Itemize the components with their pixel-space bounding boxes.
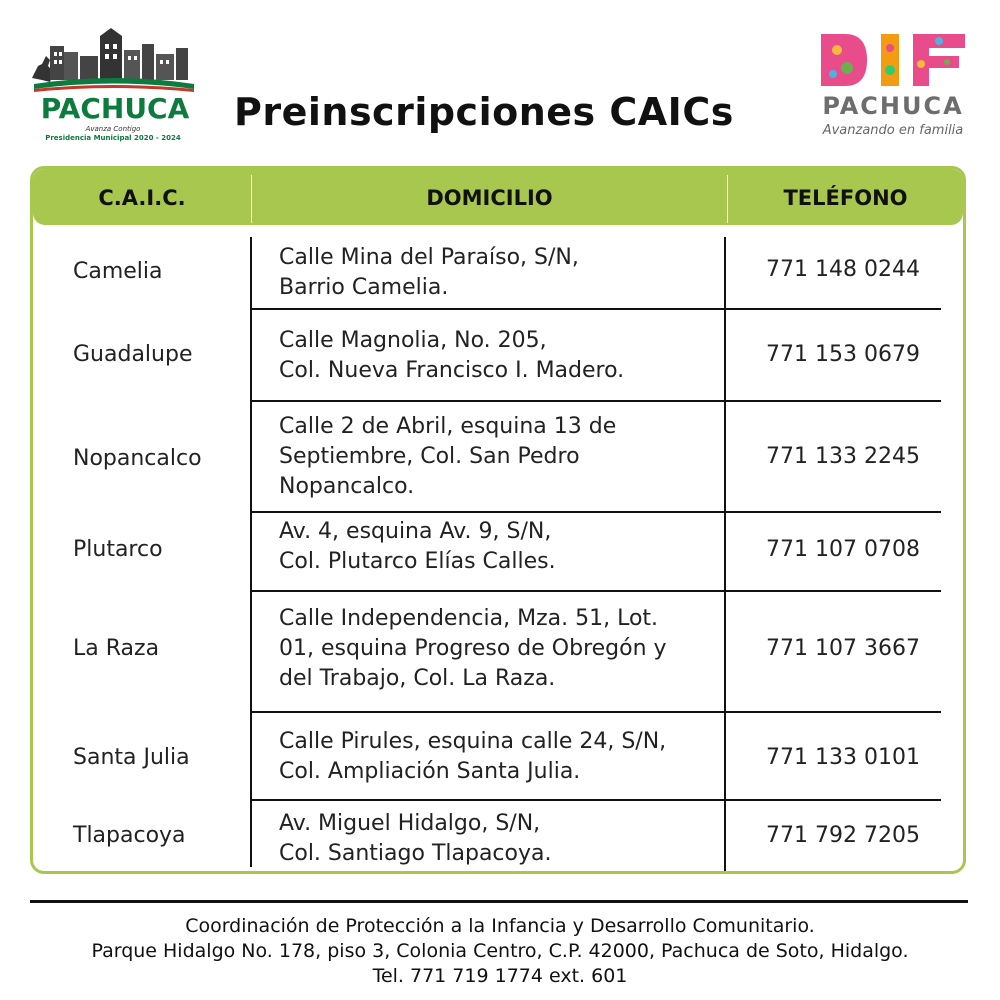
pachuca-logo-tagline: Avanza Contigo bbox=[85, 125, 141, 133]
footer bbox=[0, 914, 1000, 989]
page-title: Preinscripciones CAICs bbox=[234, 90, 734, 134]
table-row bbox=[33, 310, 963, 402]
caic-phone: 771 792 7205 bbox=[766, 823, 920, 848]
caic-address: Calle Independencia, Mza. 51, Lot. 01, esquina Progreso de Obregón y del Trabajo, Col. La Raza. bbox=[279, 606, 667, 691]
table-row bbox=[33, 592, 963, 712]
dif-logo-name: PACHUCA bbox=[822, 92, 964, 120]
caic-phone: 771 107 0708 bbox=[766, 537, 920, 562]
caic-address: Av. 4, esquina Av. 9, S/N, Col. Plutarco Elías Calles. bbox=[279, 519, 556, 574]
table-header bbox=[33, 169, 963, 225]
header-domicilio: DOMICILIO bbox=[426, 186, 553, 210]
caic-name: Tlapacoya bbox=[73, 823, 186, 848]
pachuca-logo bbox=[28, 26, 198, 146]
table-row bbox=[33, 713, 963, 799]
caic-phone: 771 148 0244 bbox=[766, 257, 920, 282]
caic-address: Calle 2 de Abril, esquina 13 de Septiembre, Col. San Pedro Nopancalco. bbox=[279, 414, 617, 499]
caic-name: La Raza bbox=[73, 636, 160, 661]
caic-name: Plutarco bbox=[73, 537, 163, 562]
caic-address: Calle Pirules, esquina calle 24, S/N, Col. Ampliación Santa Julia. bbox=[279, 729, 667, 784]
caic-name: Guadalupe bbox=[73, 342, 193, 367]
caic-address: Calle Mina del Paraíso, S/N, Barrio Camelia. bbox=[279, 245, 579, 300]
pachuca-logo-name: PACHUCA bbox=[40, 92, 190, 125]
table-row bbox=[33, 235, 963, 311]
caic-name: Nopancalco bbox=[73, 446, 202, 471]
caic-phone: 771 133 2245 bbox=[766, 444, 920, 469]
pachuca-logo-period: Presidencia Municipal 2020 - 2024 bbox=[45, 134, 181, 142]
city-skyline-icon bbox=[28, 26, 198, 96]
table-row bbox=[33, 513, 963, 591]
footer-line-1: Coordinación de Protección a la Infancia y Desarrollo Comunitario. bbox=[185, 915, 815, 937]
dif-logo-tagline: Avanzando en familia bbox=[822, 123, 964, 138]
caic-name: Camelia bbox=[73, 259, 163, 284]
dif-letters-icon bbox=[815, 30, 971, 90]
caic-name: Santa Julia bbox=[73, 745, 190, 770]
caic-address: Av. Miguel Hidalgo, S/N, Col. Santiago Tlapacoya. bbox=[279, 811, 552, 866]
caic-table bbox=[30, 166, 966, 874]
footer-line-3: Tel. 771 719 1774 ext. 601 bbox=[372, 965, 628, 987]
footer-line-2: Parque Hidalgo No. 178, piso 3, Colonia Centro, C.P. 42000, Pachuca de Soto, Hidalgo. bbox=[91, 940, 909, 962]
caic-phone: 771 153 0679 bbox=[766, 342, 920, 367]
table-row bbox=[33, 402, 963, 512]
caic-address: Calle Magnolia, No. 205, Col. Nueva Francisco I. Madero. bbox=[279, 328, 625, 383]
footer-divider bbox=[30, 900, 968, 903]
header-telefono: TELÉFONO bbox=[783, 186, 908, 210]
caic-phone: 771 107 3667 bbox=[766, 636, 920, 661]
header-caic: C.A.I.C. bbox=[98, 186, 186, 210]
table-row bbox=[33, 801, 963, 873]
dif-logo bbox=[815, 30, 975, 145]
caic-phone: 771 133 0101 bbox=[766, 745, 920, 770]
